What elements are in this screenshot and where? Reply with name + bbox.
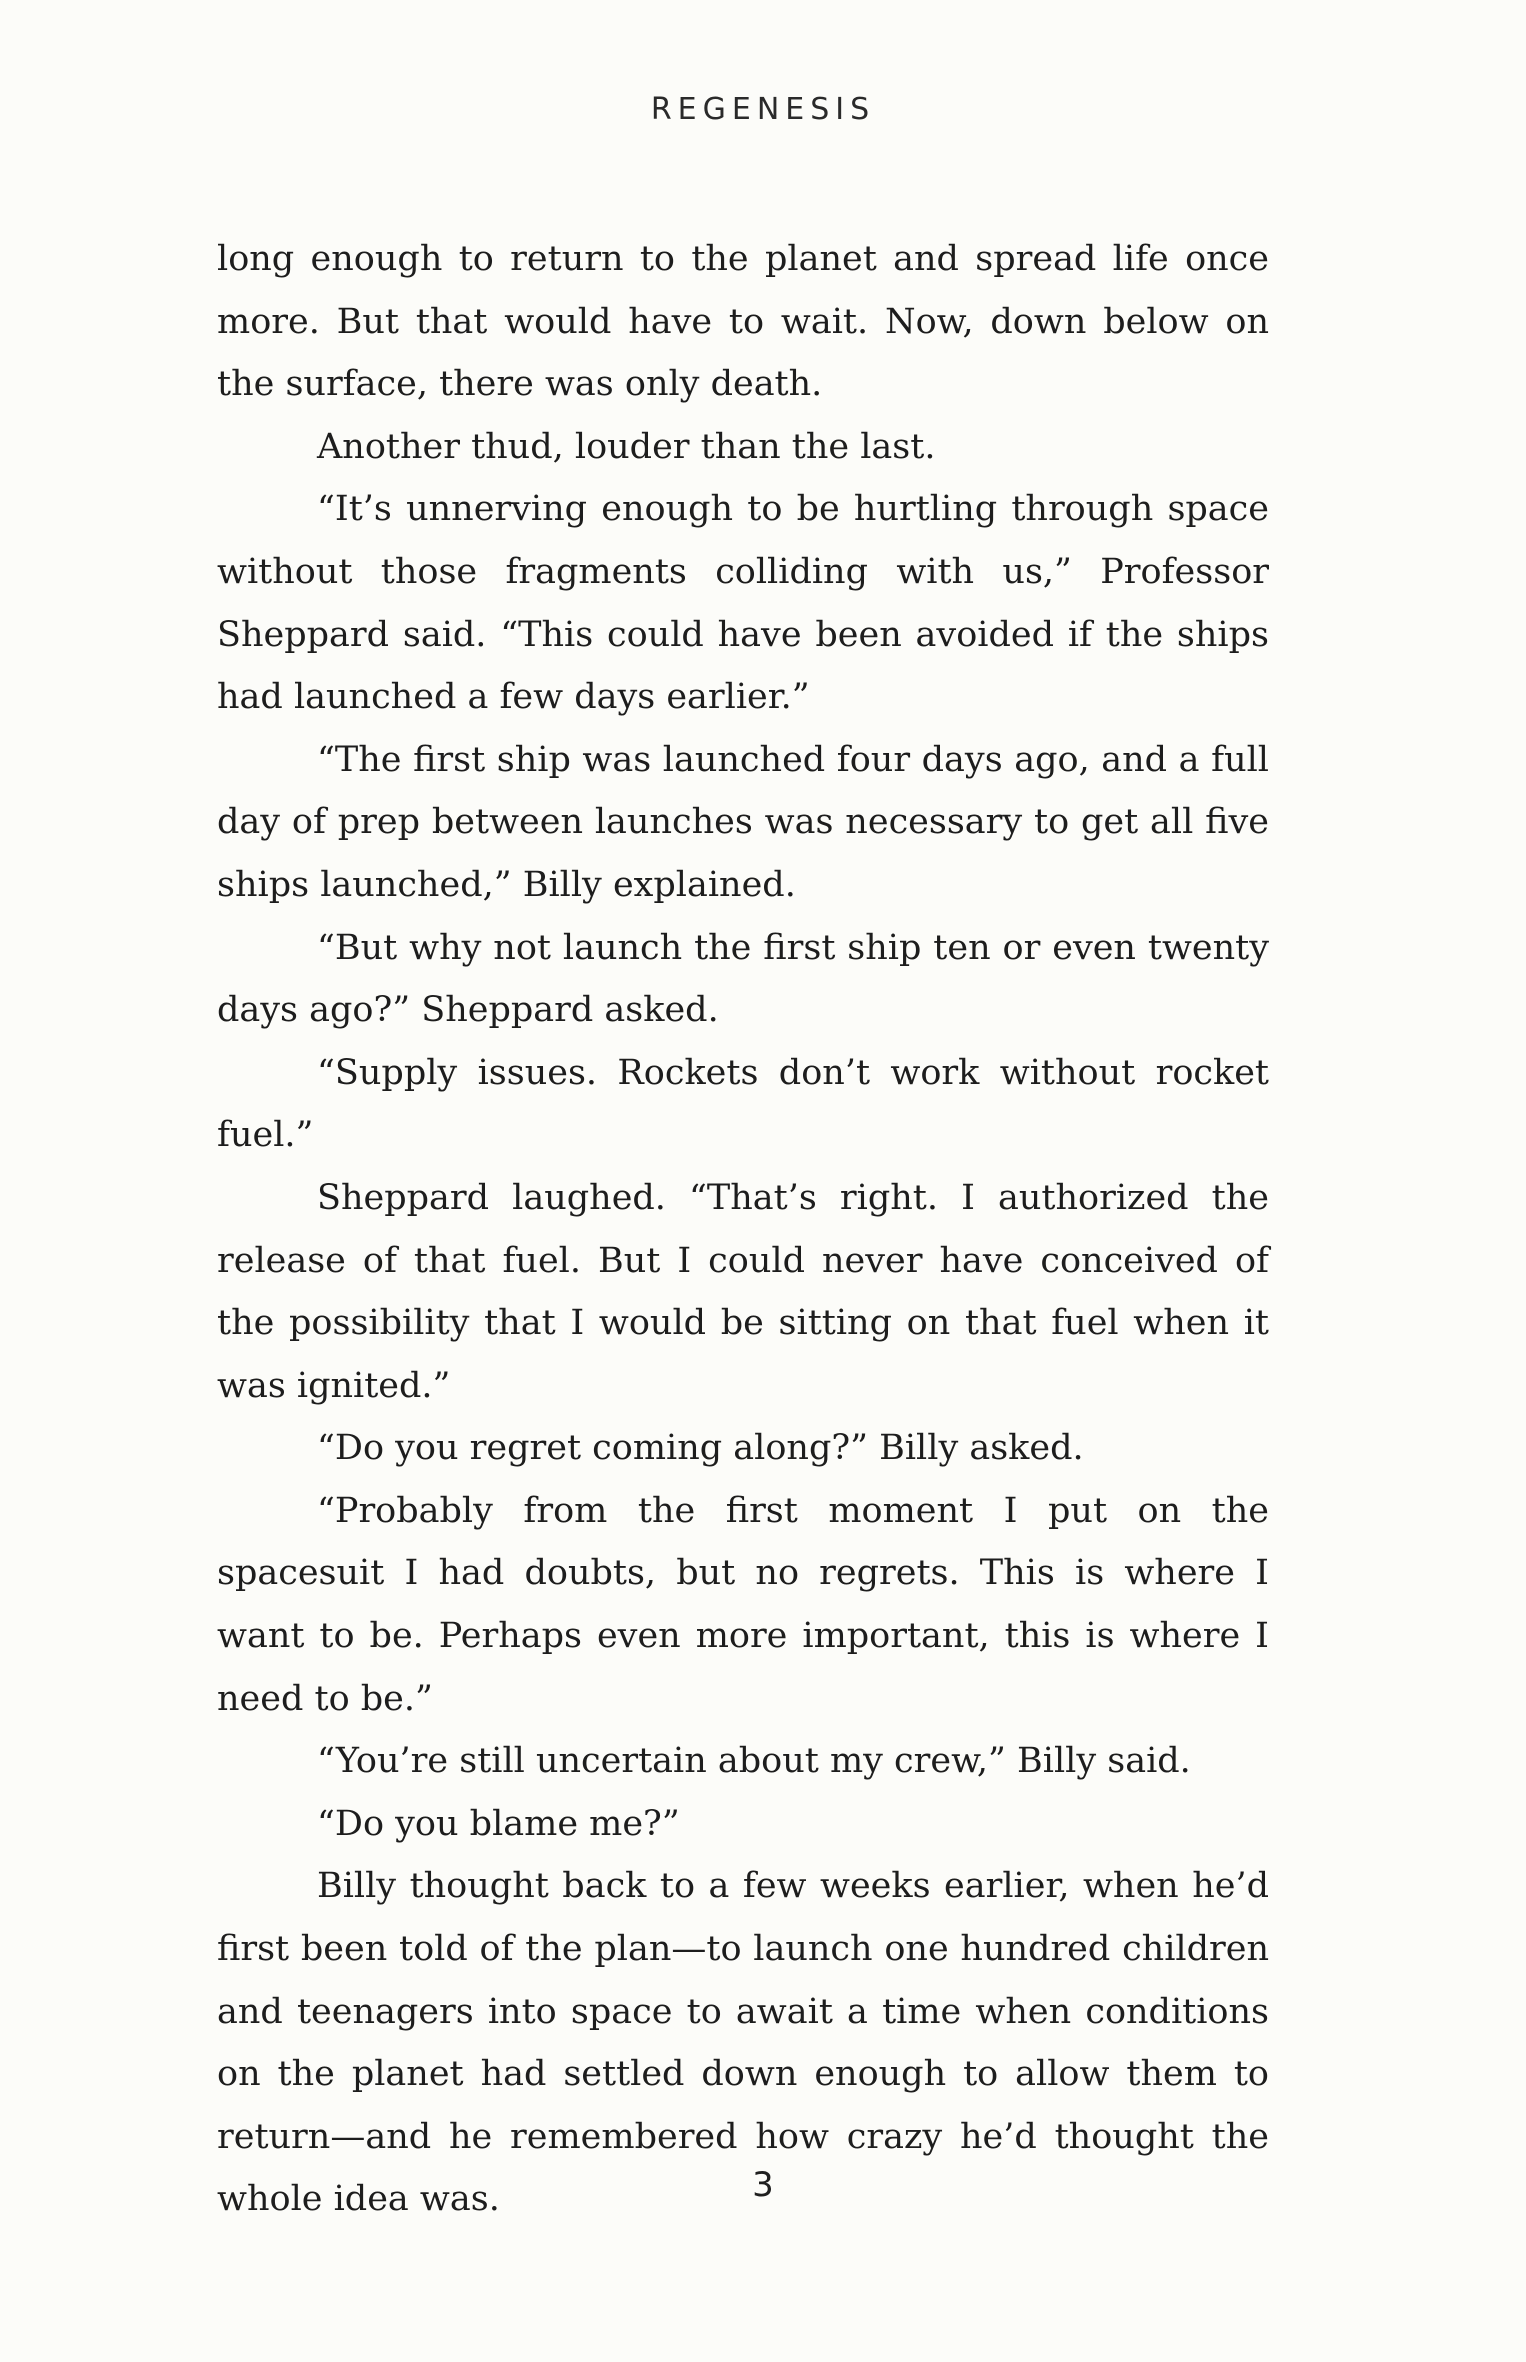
paragraph: long enough to return to the planet and spread life once more. But that would have to wait. Now, down below on the surface, there was only death.: [217, 239, 1269, 405]
paragraph: Billy thought back to a few weeks earlier, when he’d first been told of the plan—to launch one hundred children and teenagers into space to await a time when conditions on the planet had settled down enough to allow them to return—and he remembered how crazy he’d thought the whole idea was.: [217, 1866, 1269, 2220]
paragraph: “Supply issues. Rockets don’t work without rocket fuel.”: [217, 1052, 1269, 1156]
paragraph: “Probably from the first moment I put on the spacesuit I had doubts, but no regrets. This is where I want to be. Perhaps even more important, this is where I need to be.”: [217, 1490, 1269, 1719]
paragraph: “Do you blame me?”: [317, 1803, 680, 1844]
paragraph: Sheppard laughed. “That’s right. I authorized the release of that fuel. But I could never have conceived of the possibility that I would be sitting on that fuel when it was ignited.”: [217, 1177, 1269, 1406]
paragraph: “You’re still uncertain about my crew,” Billy said.: [317, 1741, 1191, 1782]
paragraph: “But why not launch the first ship ten or even twenty days ago?” Sheppard asked.: [217, 927, 1269, 1031]
body-text: [217, 228, 1269, 2231]
paragraph: Another thud, louder than the last.: [317, 426, 936, 467]
paragraph: “Do you regret coming along?” Billy asked.: [317, 1428, 1084, 1469]
page-number: 3: [752, 2165, 774, 2205]
paragraph: “The first ship was launched four days ago, and a full day of prep between launches was necessary to get all five ships launched,” Billy explained.: [217, 739, 1269, 905]
running-head: REGENESIS: [650, 92, 876, 127]
paragraph: “It’s unnerving enough to be hurtling through space without those fragments colliding with us,” Professor Sheppard said. “This could have been avoided if the ships had launched a few days earlier.”: [217, 489, 1269, 718]
